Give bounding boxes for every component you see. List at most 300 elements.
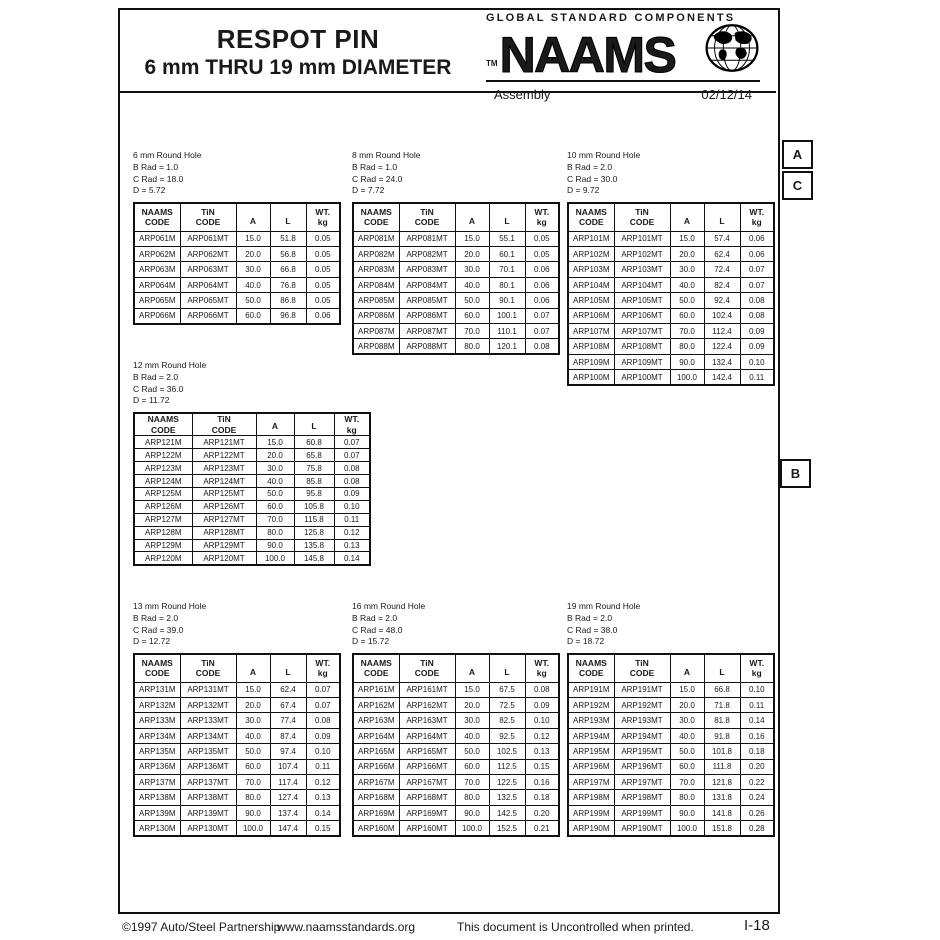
cell: 15.0: [670, 682, 704, 697]
cell: ARP198MT: [614, 790, 670, 805]
cell: ARP065MT: [180, 293, 236, 308]
cell: ARP136M: [134, 759, 180, 774]
cell: 0.07: [306, 698, 340, 713]
cell: ARP164M: [353, 728, 399, 743]
cell: ARP133MT: [180, 713, 236, 728]
table-title: 8 mm Round Hole: [352, 150, 421, 160]
cell: ARP196MT: [614, 759, 670, 774]
cell: 70.0: [236, 775, 270, 790]
cell: 60.8: [294, 436, 334, 449]
cell: 15.0: [455, 682, 489, 697]
zone-marker-c-label: C: [792, 178, 803, 193]
cell: ARP162M: [353, 698, 399, 713]
cell: ARP193M: [568, 713, 614, 728]
cell: ARP198M: [568, 790, 614, 805]
column-header: WT. kg: [306, 654, 340, 682]
cell: ARP084MT: [399, 277, 455, 292]
table-row: [353, 805, 559, 820]
cell: 0.05: [525, 231, 559, 246]
cell: 80.0: [670, 790, 704, 805]
table-row: [134, 775, 340, 790]
cell: ARP100M: [568, 370, 614, 385]
cell: 0.10: [740, 354, 774, 369]
title-line1: RESPOT PIN: [216, 24, 380, 54]
cell: 147.4: [270, 821, 306, 836]
table-row: [353, 324, 559, 339]
cell: 0.09: [740, 339, 774, 354]
table-param: D = 15.72: [352, 636, 390, 647]
cell: 80.0: [256, 526, 294, 539]
cell: 71.8: [704, 698, 740, 713]
table-row: [134, 231, 340, 246]
cell: 0.07: [334, 436, 370, 449]
cell: ARP137MT: [180, 775, 236, 790]
column-header: WT. kg: [306, 203, 340, 231]
cell: 107.4: [270, 759, 306, 774]
table-param: B Rad = 1.0: [133, 161, 179, 172]
cell: 125.8: [294, 526, 334, 539]
column-header: TiN CODE: [399, 654, 455, 682]
table-row: [353, 698, 559, 713]
cell: ARP139MT: [180, 805, 236, 820]
zone-marker-b-label: B: [790, 466, 801, 481]
column-header: L: [704, 654, 740, 682]
cell: ARP066M: [134, 308, 180, 323]
cell: ARP105M: [568, 293, 614, 308]
cell: 92.4: [704, 293, 740, 308]
table-row: [134, 713, 340, 728]
cell: 50.0: [455, 744, 489, 759]
table-row: [353, 728, 559, 743]
cell: ARP122MT: [192, 449, 256, 462]
cell: 0.28: [740, 821, 774, 836]
cell: ARP131M: [134, 682, 180, 697]
cell: 0.09: [740, 324, 774, 339]
cell: 90.0: [236, 805, 270, 820]
column-header: TiN CODE: [180, 654, 236, 682]
cell: 100.0: [256, 552, 294, 565]
cell: ARP137M: [134, 775, 180, 790]
cell: 80.0: [455, 790, 489, 805]
column-header: A: [455, 203, 489, 231]
cell: 51.8: [270, 231, 306, 246]
column-header: WT. kg: [740, 654, 774, 682]
cell: 0.05: [306, 247, 340, 262]
table-row: [353, 759, 559, 774]
cell: ARP135M: [134, 744, 180, 759]
table-param: B Rad = 2.0: [567, 612, 613, 623]
cell: 0.08: [334, 475, 370, 488]
table-row: [568, 354, 774, 369]
cell: 30.0: [455, 713, 489, 728]
table-info: [133, 150, 341, 197]
table-row: [568, 231, 774, 246]
cell: ARP168MT: [399, 790, 455, 805]
cell: ARP164MT: [399, 728, 455, 743]
cell: ARP199M: [568, 805, 614, 820]
cell: 20.0: [670, 698, 704, 713]
table-param: B Rad = 1.0: [352, 161, 398, 172]
table-param: C Rad = 18.0: [133, 173, 184, 184]
table-param: D = 11.72: [133, 395, 170, 406]
table-row: [353, 339, 559, 354]
cell: 132.5: [489, 790, 525, 805]
cell: 111.8: [704, 759, 740, 774]
cell: 100.0: [670, 821, 704, 836]
cell: 70.0: [256, 513, 294, 526]
table-row: [568, 324, 774, 339]
table-title: 12 mm Round Hole: [133, 360, 207, 370]
cell: 0.07: [334, 449, 370, 462]
cell: 55.1: [489, 231, 525, 246]
cell: 72.4: [704, 262, 740, 277]
zone-marker-a-label: A: [792, 147, 803, 162]
table-param: D = 12.72: [133, 636, 171, 647]
cell: 80.0: [455, 339, 489, 354]
column-header: L: [270, 654, 306, 682]
cell: 60.0: [236, 308, 270, 323]
cell: ARP088M: [353, 339, 399, 354]
zone-marker-b: [780, 459, 811, 488]
table-param: C Rad = 30.0: [567, 173, 618, 184]
brand-tagline: GLOBAL STANDARD COMPONENTS: [486, 12, 736, 24]
cell: 85.8: [294, 475, 334, 488]
column-header: NAAMS CODE: [353, 654, 399, 682]
cell: ARP191M: [568, 682, 614, 697]
cell: 50.0: [670, 744, 704, 759]
table-row: [134, 247, 340, 262]
cell: 30.0: [670, 713, 704, 728]
cell: ARP083MT: [399, 262, 455, 277]
table-row: [568, 805, 774, 820]
table-title: 19 mm Round Hole: [567, 601, 641, 611]
cell: ARP135MT: [180, 744, 236, 759]
column-header: L: [489, 654, 525, 682]
cell: ARP081M: [353, 231, 399, 246]
column-header: WT. kg: [740, 203, 774, 231]
cell: ARP128MT: [192, 526, 256, 539]
table-row: [353, 247, 559, 262]
table-row: [568, 339, 774, 354]
brand-logo-text: NAAMS: [499, 27, 676, 83]
table-row: [134, 682, 340, 697]
cell: 90.0: [256, 539, 294, 552]
cell: 81.8: [704, 713, 740, 728]
cell: 56.8: [270, 247, 306, 262]
column-header: NAAMS CODE: [134, 654, 180, 682]
cell: ARP081MT: [399, 231, 455, 246]
cell: ARP194M: [568, 728, 614, 743]
table-row: [134, 462, 370, 475]
cell: ARP163M: [353, 713, 399, 728]
cell: 0.07: [525, 308, 559, 323]
cell: ARP124MT: [192, 475, 256, 488]
table-param: C Rad = 38.0: [567, 624, 618, 635]
cell: 112.4: [704, 324, 740, 339]
table-row: [134, 526, 370, 539]
cell: 0.14: [334, 552, 370, 565]
table-title: 6 mm Round Hole: [133, 150, 202, 160]
table-row: [353, 277, 559, 292]
table-row: [353, 231, 559, 246]
table-row: [134, 805, 340, 820]
cell: 0.11: [740, 370, 774, 385]
cell: 0.06: [306, 308, 340, 323]
table-row: [353, 293, 559, 308]
table-info: [567, 150, 775, 197]
cell: 20.0: [455, 247, 489, 262]
table-info: [352, 601, 560, 648]
cell: 30.0: [455, 262, 489, 277]
cell: 0.08: [740, 308, 774, 323]
cell: 0.16: [740, 728, 774, 743]
cell: 0.16: [525, 775, 559, 790]
cell: ARP190M: [568, 821, 614, 836]
cell: 95.8: [294, 488, 334, 501]
cell: ARP138MT: [180, 790, 236, 805]
cell: 50.0: [670, 293, 704, 308]
spec-table-6mm: [133, 202, 341, 324]
cell: ARP132MT: [180, 698, 236, 713]
table-row: [568, 682, 774, 697]
column-header: L: [294, 413, 334, 436]
table-row: [353, 262, 559, 277]
cell: 117.4: [270, 775, 306, 790]
cell: 0.07: [740, 262, 774, 277]
cell: 0.14: [740, 713, 774, 728]
cell: 122.5: [489, 775, 525, 790]
cell: 70.0: [455, 324, 489, 339]
cell: ARP109MT: [614, 354, 670, 369]
table-row: [134, 308, 340, 323]
cell: ARP130M: [134, 821, 180, 836]
cell: ARP085M: [353, 293, 399, 308]
table-row: [134, 728, 340, 743]
cell: ARP106M: [568, 308, 614, 323]
cell: ARP169M: [353, 805, 399, 820]
cell: ARP191MT: [614, 682, 670, 697]
cell: ARP133M: [134, 713, 180, 728]
table-param: D = 5.72: [133, 185, 166, 196]
cell: 75.8: [294, 462, 334, 475]
cell: ARP192MT: [614, 698, 670, 713]
column-header: NAAMS CODE: [134, 203, 180, 231]
cell: ARP102MT: [614, 247, 670, 262]
table-param: D = 18.72: [567, 636, 605, 647]
cell: ARP195MT: [614, 744, 670, 759]
cell: ARP166MT: [399, 759, 455, 774]
column-header: WT. kg: [334, 413, 370, 436]
title-line2: 6 mm THRU 19 mm DIAMETER: [144, 56, 452, 80]
cell: 112.5: [489, 759, 525, 774]
cell: ARP124M: [134, 475, 192, 488]
header-row: [134, 654, 340, 682]
cell: 122.4: [704, 339, 740, 354]
cell: 65.8: [294, 449, 334, 462]
cell: 82.5: [489, 713, 525, 728]
cell: ARP138M: [134, 790, 180, 805]
cell: 0.08: [306, 713, 340, 728]
column-header: A: [670, 654, 704, 682]
cell: 90.0: [670, 805, 704, 820]
table-row: [568, 262, 774, 277]
cell: ARP106MT: [614, 308, 670, 323]
zone-marker-c: [782, 171, 813, 200]
table-title: 16 mm Round Hole: [352, 601, 426, 611]
cell: ARP104M: [568, 277, 614, 292]
cell: 100.0: [455, 821, 489, 836]
cell: 0.12: [334, 526, 370, 539]
table-row: [568, 370, 774, 385]
cell: ARP100MT: [614, 370, 670, 385]
cell: 102.5: [489, 744, 525, 759]
cell: ARP120MT: [192, 552, 256, 565]
cell: 92.5: [489, 728, 525, 743]
column-header: NAAMS CODE: [353, 203, 399, 231]
header-row: [134, 413, 370, 436]
cell: 40.0: [236, 728, 270, 743]
cell: 0.24: [740, 790, 774, 805]
cell: ARP122M: [134, 449, 192, 462]
cell: 87.4: [270, 728, 306, 743]
table-row: [353, 713, 559, 728]
cell: 131.8: [704, 790, 740, 805]
cell: 0.05: [525, 247, 559, 262]
cell: 20.0: [670, 247, 704, 262]
cell: 97.4: [270, 744, 306, 759]
cell: ARP130MT: [180, 821, 236, 836]
cell: 0.08: [525, 682, 559, 697]
cell: 67.5: [489, 682, 525, 697]
cell: 0.15: [306, 821, 340, 836]
table-param: B Rad = 2.0: [133, 612, 179, 623]
cell: 60.0: [670, 759, 704, 774]
cell: 135.8: [294, 539, 334, 552]
header-row: [134, 203, 340, 231]
footer-page-number: I-18: [744, 917, 770, 934]
column-header: A: [256, 413, 294, 436]
cell: ARP088MT: [399, 339, 455, 354]
cell: 0.18: [525, 790, 559, 805]
cell: 101.8: [704, 744, 740, 759]
cell: 141.8: [704, 805, 740, 820]
cell: 20.0: [256, 449, 294, 462]
brand-row: [486, 24, 760, 83]
cell: ARP160M: [353, 821, 399, 836]
cell: ARP083M: [353, 262, 399, 277]
cell: ARP063MT: [180, 262, 236, 277]
table-row: [568, 713, 774, 728]
cell: 0.10: [525, 713, 559, 728]
cell: ARP086M: [353, 308, 399, 323]
table-row: [134, 262, 340, 277]
cell: 0.22: [740, 775, 774, 790]
cell: 40.0: [455, 277, 489, 292]
table-row: [134, 759, 340, 774]
brand-block: [486, 10, 760, 102]
cell: ARP128M: [134, 526, 192, 539]
cell: 76.8: [270, 277, 306, 292]
header-row: [568, 203, 774, 231]
cell: 91.8: [704, 728, 740, 743]
cell: ARP190MT: [614, 821, 670, 836]
cell: ARP127M: [134, 513, 192, 526]
cell: ARP126M: [134, 500, 192, 513]
cell: ARP197M: [568, 775, 614, 790]
table-row: [568, 308, 774, 323]
table-row: [134, 552, 370, 565]
cell: ARP087M: [353, 324, 399, 339]
cell: 90.1: [489, 293, 525, 308]
cell: 0.11: [334, 513, 370, 526]
spec-table-16mm: [352, 653, 560, 837]
cell: 0.13: [306, 790, 340, 805]
table-row: [353, 744, 559, 759]
table-row: [134, 436, 370, 449]
footer-notice: This document is Uncontrolled when printed.: [457, 920, 694, 934]
table-row: [568, 247, 774, 262]
cell: 0.09: [306, 728, 340, 743]
cell: ARP085MT: [399, 293, 455, 308]
cell: ARP082M: [353, 247, 399, 262]
cell: 0.11: [740, 698, 774, 713]
cell: 0.07: [525, 324, 559, 339]
cell: 0.05: [306, 262, 340, 277]
cell: ARP121M: [134, 436, 192, 449]
cell: 82.4: [704, 277, 740, 292]
cell: ARP139M: [134, 805, 180, 820]
table-row: [134, 293, 340, 308]
cell: 0.06: [525, 277, 559, 292]
cell: ARP192M: [568, 698, 614, 713]
cell: 15.0: [236, 682, 270, 697]
cell: ARP102M: [568, 247, 614, 262]
column-header: NAAMS CODE: [134, 413, 192, 436]
table-info: [567, 601, 775, 648]
cell: ARP061MT: [180, 231, 236, 246]
spec-table-10mm: [567, 202, 775, 386]
cell: ARP086MT: [399, 308, 455, 323]
cell: 70.0: [455, 775, 489, 790]
cell: 100.0: [236, 821, 270, 836]
spec-table-13mm: [133, 653, 341, 837]
cell: 77.4: [270, 713, 306, 728]
column-header: A: [236, 654, 270, 682]
cell: ARP199MT: [614, 805, 670, 820]
cell: 121.8: [704, 775, 740, 790]
cell: ARP123M: [134, 462, 192, 475]
cell: 20.0: [455, 698, 489, 713]
table-row: [134, 500, 370, 513]
column-header: NAAMS CODE: [568, 654, 614, 682]
cell: 50.0: [236, 744, 270, 759]
cell: 0.10: [740, 682, 774, 697]
cell: 15.0: [670, 231, 704, 246]
table-group-13mm: [133, 601, 341, 837]
cell: ARP062MT: [180, 247, 236, 262]
cell: 0.05: [306, 293, 340, 308]
table-param: C Rad = 48.0: [352, 624, 403, 635]
cell: 137.4: [270, 805, 306, 820]
table-row: [568, 744, 774, 759]
cell: ARP167M: [353, 775, 399, 790]
cell: 0.10: [334, 500, 370, 513]
cell: ARP160MT: [399, 821, 455, 836]
table-row: [353, 790, 559, 805]
cell: 0.09: [525, 698, 559, 713]
column-header: NAAMS CODE: [568, 203, 614, 231]
cell: 0.15: [525, 759, 559, 774]
